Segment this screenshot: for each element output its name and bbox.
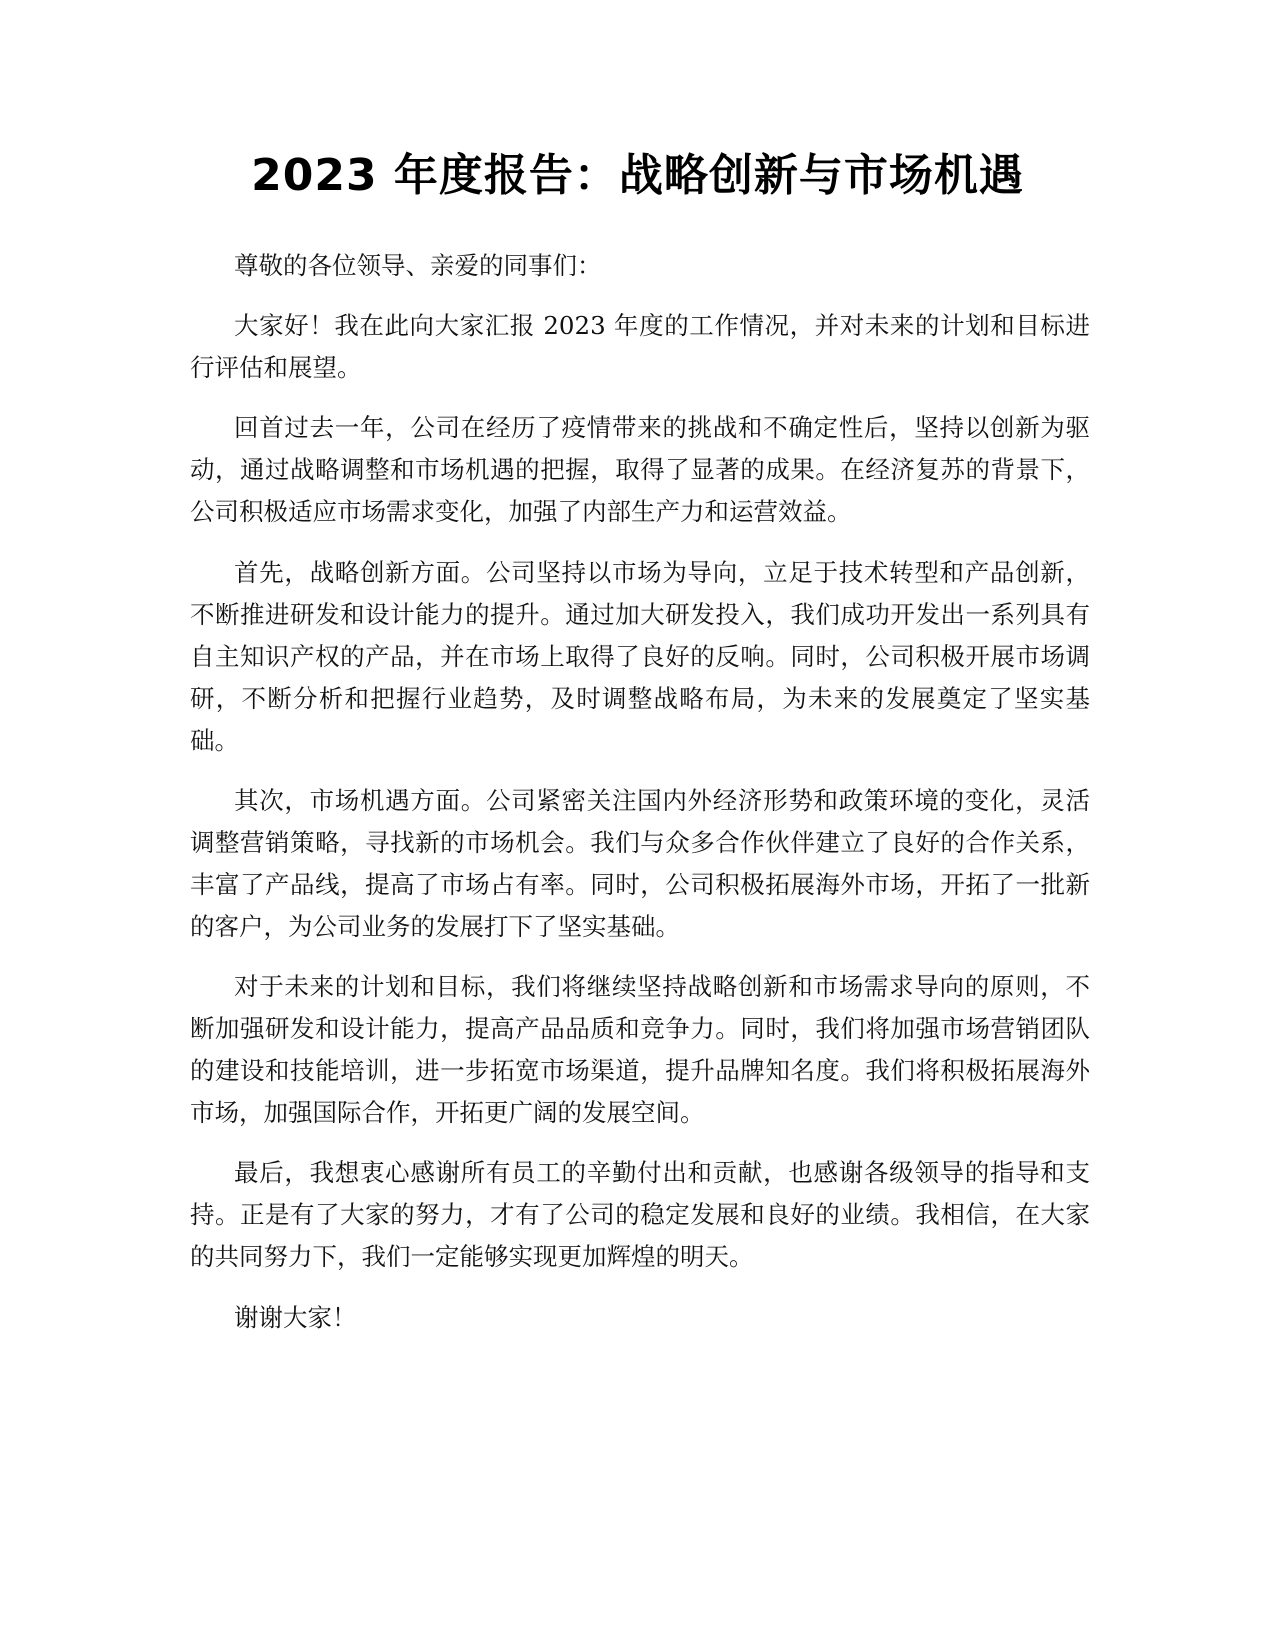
paragraph-strategy-innovation: 首先，战略创新方面。公司坚持以市场为导向，立足于技术转型和产品创新，不断推进研发和设计能力的提升。通过加大研发投入，我们成功开发出一系列具有自主知识产权的产品，并在市场上取得了良好的反响。同时，公司积极开展市场调研，不断分析和把握行业趋势，及时调整战略布局，为未来的发展奠定了坚实基础。: [190, 558, 1090, 755]
paragraph-closing: 谢谢大家！: [234, 1303, 357, 1332]
paragraph-future-plans: 对于未来的计划和目标，我们将继续坚持战略创新和市场需求导向的原则，不断加强研发和设计能力，提高产品品质和竞争力。同时，我们将加强市场营销团队的建设和技能培训，进一步拓宽市场渠道，提升品牌知名度。我们将积极拓展海外市场，加强国际合作，开拓更广阔的发展空间。: [190, 972, 1090, 1127]
paragraph-year-review: 回首过去一年，公司在经历了疫情带来的挑战和不确定性后，坚持以创新为驱动，通过战略调整和市场机遇的把握，取得了显著的成果。在经济复苏的背景下，公司积极适应市场需求变化，加强了内部生产力和运营效益。: [190, 413, 1090, 526]
paragraph-salutation: 尊敬的各位领导、亲爱的同事们：: [234, 251, 602, 280]
paragraph-greeting: 大家好！我在此向大家汇报 2023 年度的工作情况，并对未来的计划和目标进行评估和展望。: [190, 311, 1090, 382]
paragraph-market-opportunity: 其次，市场机遇方面。公司紧密关注国内外经济形势和政策环境的变化，灵活调整营销策略，寻找新的市场机会。我们与众多合作伙伴建立了良好的合作关系，丰富了产品线，提高了市场占有率。同时，公司积极拓展海外市场，开拓了一批新的客户，为公司业务的发展打下了坚实基础。: [190, 786, 1090, 941]
document-title: 2023 年度报告：战略创新与市场机遇: [251, 150, 1024, 201]
paragraph-acknowledgements: 最后，我想衷心感谢所有员工的辛勤付出和贡献，也感谢各级领导的指导和支持。正是有了大家的努力，才有了公司的稳定发展和良好的业绩。我相信，在大家的共同努力下，我们一定能够实现更加辉煌的明天。: [190, 1158, 1090, 1271]
